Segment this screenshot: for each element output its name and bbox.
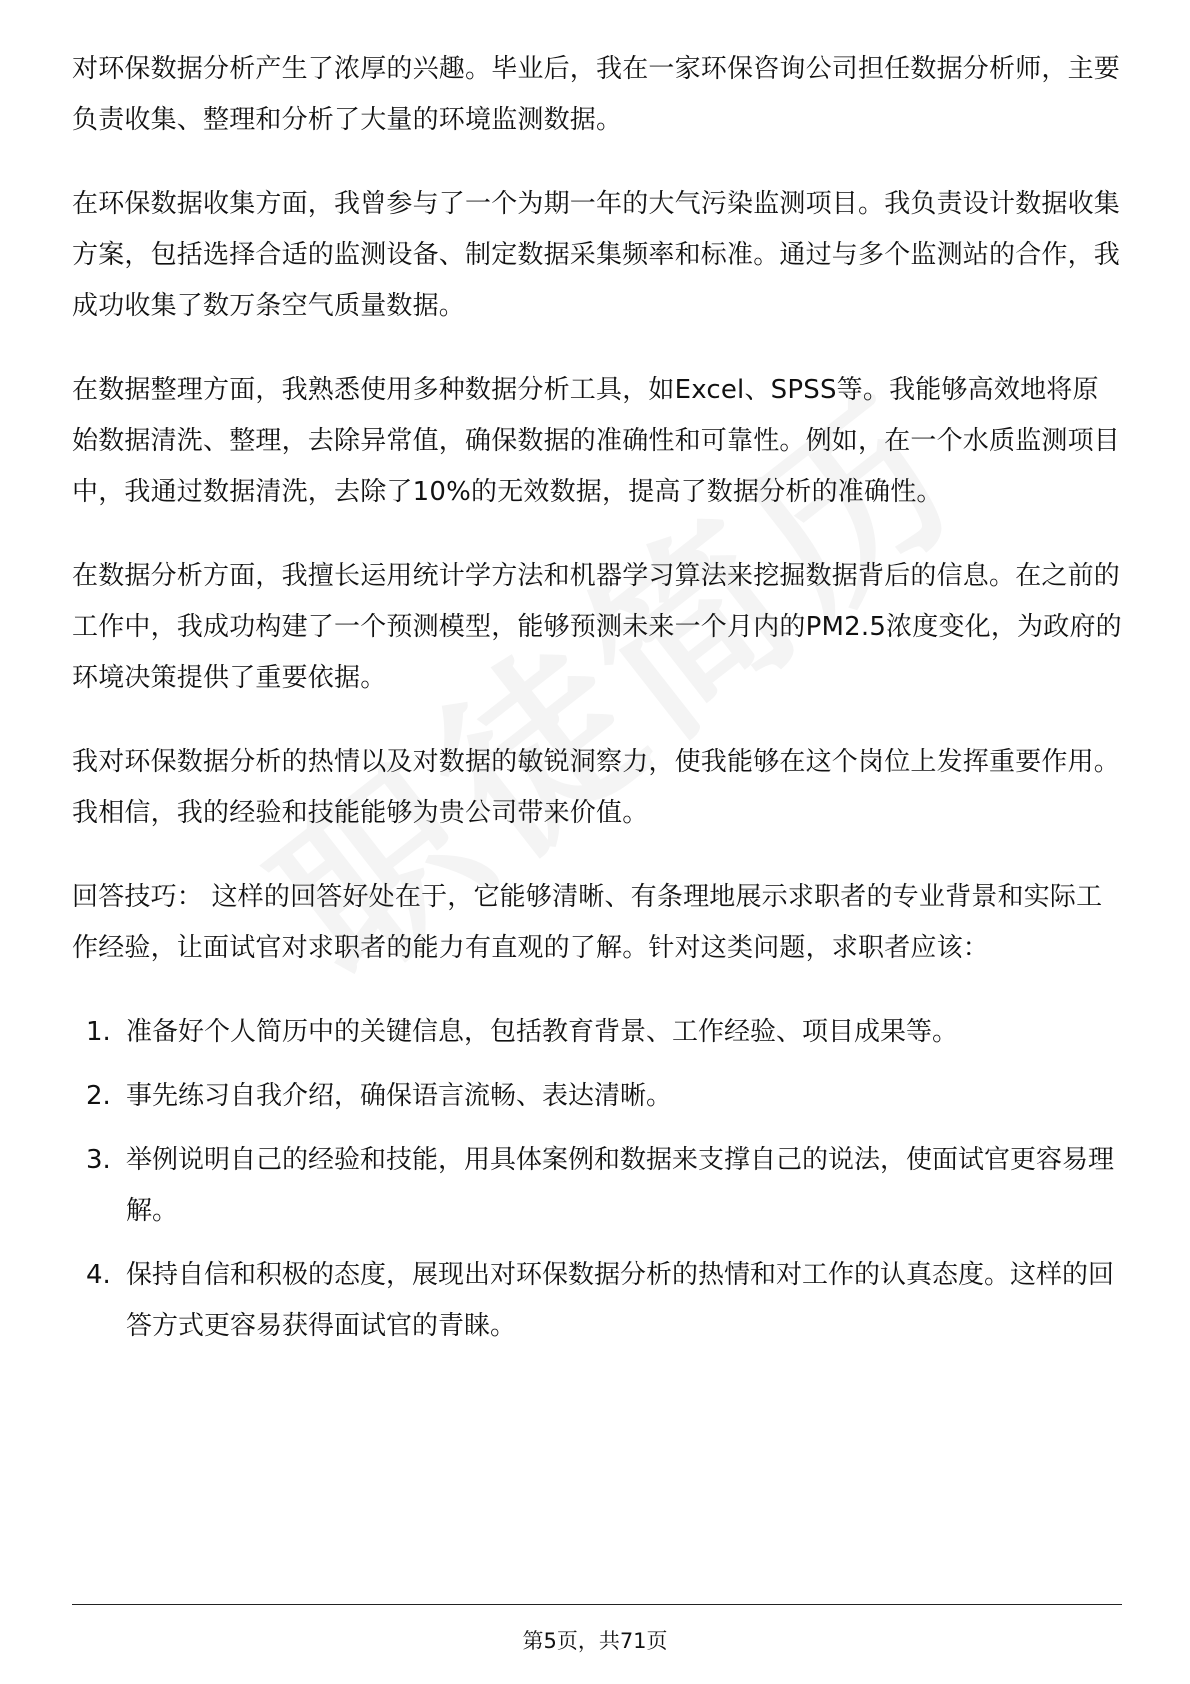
list-number: 2.	[86, 1081, 111, 1111]
list-item	[72, 1250, 1122, 1352]
paragraph-conclusion: 我对环保数据分析的热情以及对数据的敏锐洞察力，使我能够在这个岗位上发挥重要作用。我相信，我的经验和技能能够为贵公司带来价值。	[72, 747, 1121, 828]
list-item	[72, 1007, 1122, 1058]
list-text: 举例说明自己的经验和技能，用具体案例和数据来支撑自己的说法，使面试官更容易理解。	[126, 1145, 1115, 1226]
paragraph-intro: 对环保数据分析产生了浓厚的兴趣。毕业后，我在一家环保咨询公司担任数据分析师，主要负责收集、整理和分析了大量的环境监测数据。	[72, 54, 1121, 135]
list-number: 1.	[86, 1017, 111, 1047]
paragraph-data-analysis: 在数据分析方面，我擅长运用统计学方法和机器学习算法来挖掘数据背后的信息。在之前的工作中，我成功构建了一个预测模型，能够预测未来一个月内的PM2.5浓度变化，为政府的环境决策提供了重要依据。	[72, 561, 1122, 693]
list-item	[72, 1071, 1122, 1122]
list-text: 准备好个人简历中的关键信息，包括教育背景、工作经验、项目成果等。	[126, 1017, 959, 1047]
list-text: 事先练习自我介绍，确保语言流畅、表达清晰。	[126, 1081, 673, 1111]
paragraph-answer-tips: 回答技巧： 这样的回答好处在于，它能够清晰、有条理地展示求职者的专业背景和实际工作经验，让面试官对求职者的能力有直观的了解。针对这类问题，求职者应该：	[72, 882, 1103, 963]
tips-list	[72, 1007, 1122, 1352]
list-number: 4.	[86, 1260, 111, 1290]
list-text: 保持自信和积极的态度，展现出对环保数据分析的热情和对工作的认真态度。这样的回答方式更容易获得面试官的青睐。	[126, 1260, 1115, 1341]
list-item	[72, 1135, 1122, 1237]
footer-divider	[72, 1604, 1122, 1605]
paragraph-data-collection: 在环保数据收集方面，我曾参与了一个为期一年的大气污染监测项目。我负责设计数据收集方案，包括选择合适的监测设备、制定数据采集频率和标准。通过与多个监测站的合作，我成功收集了数万条空气质量数据。	[72, 189, 1121, 321]
list-number: 3.	[86, 1145, 111, 1175]
page-number: 第5页，共71页	[522, 1629, 668, 1653]
paragraph-data-cleaning: 在数据整理方面，我熟悉使用多种数据分析工具，如Excel、SPSS等。我能够高效地将原始数据清洗、整理，去除异常值，确保数据的准确性和可靠性。例如，在一个水质监测项目中，我通过数据清洗，去除了10%的无效数据，提高了数据分析的准确性。	[72, 375, 1121, 507]
page-content	[72, 44, 1122, 1365]
